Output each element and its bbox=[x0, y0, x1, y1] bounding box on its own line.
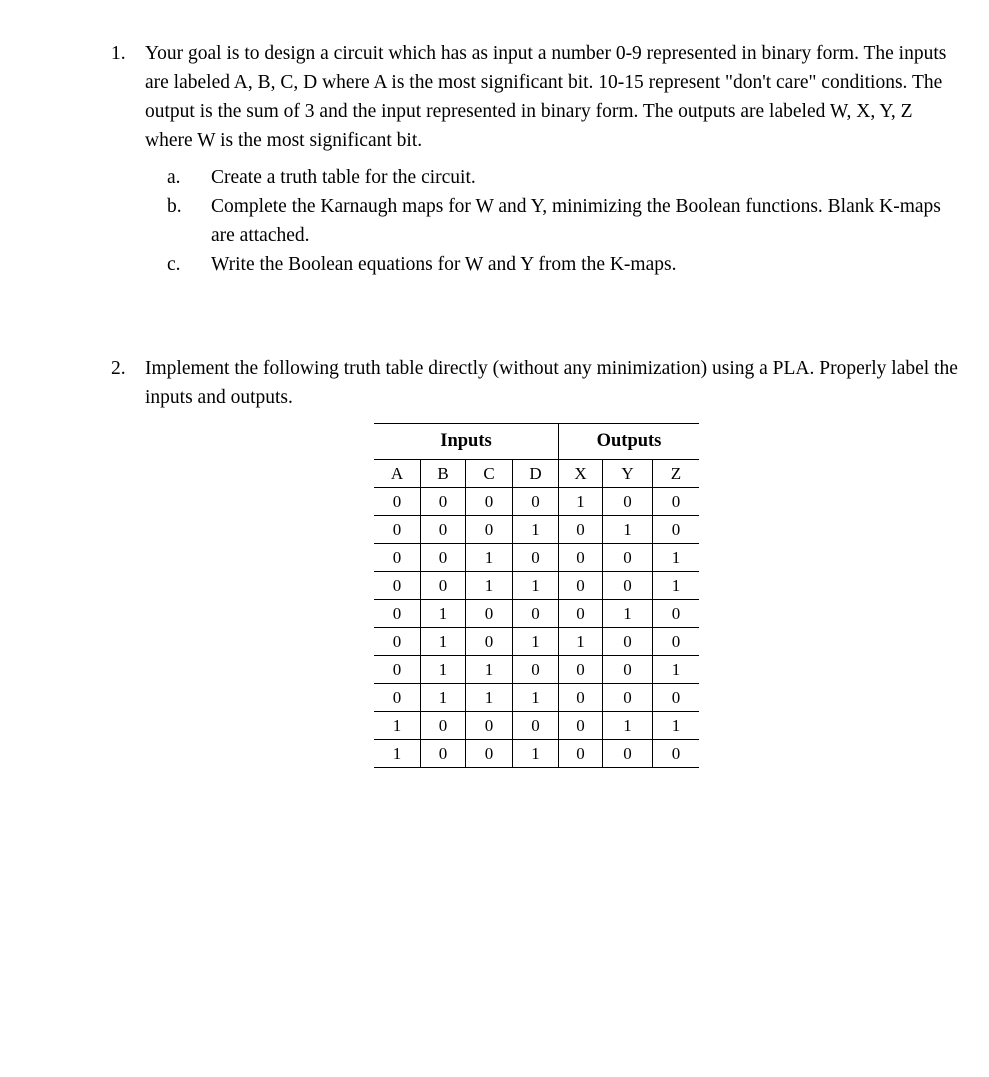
cell-a: 0 bbox=[374, 684, 421, 712]
question-2 bbox=[111, 354, 971, 412]
cell-x: 0 bbox=[559, 684, 603, 712]
cell-d: 1 bbox=[513, 740, 559, 768]
cell-z: 1 bbox=[653, 572, 700, 600]
table-row bbox=[374, 740, 699, 768]
cell-c: 0 bbox=[466, 488, 513, 516]
cell-c: 0 bbox=[466, 516, 513, 544]
cell-z: 1 bbox=[653, 712, 700, 740]
part-a-label: a. bbox=[167, 167, 181, 188]
table-row bbox=[374, 712, 699, 740]
cell-b: 1 bbox=[421, 684, 466, 712]
cell-d: 1 bbox=[513, 516, 559, 544]
cell-c: 0 bbox=[466, 712, 513, 740]
question-1-parts bbox=[167, 163, 967, 279]
cell-d: 0 bbox=[513, 656, 559, 684]
cell-b: 0 bbox=[421, 740, 466, 768]
cell-d: 0 bbox=[513, 544, 559, 572]
cell-c: 1 bbox=[466, 544, 513, 572]
table-row bbox=[374, 684, 699, 712]
cell-c: 0 bbox=[466, 628, 513, 656]
outputs-header: Outputs bbox=[559, 424, 700, 460]
cell-c: 1 bbox=[466, 656, 513, 684]
table-row bbox=[374, 628, 699, 656]
cell-a: 0 bbox=[374, 656, 421, 684]
truth-table-container bbox=[374, 423, 699, 768]
cell-z: 1 bbox=[653, 656, 700, 684]
question-1 bbox=[111, 39, 971, 279]
cell-y: 0 bbox=[603, 544, 653, 572]
cell-z: 1 bbox=[653, 544, 700, 572]
column-header-a: A bbox=[374, 460, 421, 488]
cell-x: 0 bbox=[559, 544, 603, 572]
cell-y: 0 bbox=[603, 488, 653, 516]
cell-x: 0 bbox=[559, 740, 603, 768]
column-header-c: C bbox=[466, 460, 513, 488]
cell-b: 1 bbox=[421, 628, 466, 656]
cell-x: 0 bbox=[559, 516, 603, 544]
cell-x: 1 bbox=[559, 488, 603, 516]
cell-y: 0 bbox=[603, 740, 653, 768]
cell-x: 0 bbox=[559, 712, 603, 740]
cell-z: 0 bbox=[653, 516, 700, 544]
cell-a: 0 bbox=[374, 516, 421, 544]
cell-c: 1 bbox=[466, 572, 513, 600]
cell-d: 0 bbox=[513, 600, 559, 628]
cell-a: 1 bbox=[374, 740, 421, 768]
truth-table bbox=[374, 423, 699, 768]
cell-y: 1 bbox=[603, 516, 653, 544]
cell-z: 0 bbox=[653, 488, 700, 516]
column-header-x: X bbox=[559, 460, 603, 488]
column-header-y: Y bbox=[603, 460, 653, 488]
cell-c: 1 bbox=[466, 684, 513, 712]
question-1-part-b bbox=[167, 192, 967, 250]
cell-d: 1 bbox=[513, 684, 559, 712]
part-c-label: c. bbox=[167, 254, 181, 275]
cell-c: 0 bbox=[466, 740, 513, 768]
part-b-label: b. bbox=[167, 196, 182, 217]
cell-b: 1 bbox=[421, 656, 466, 684]
cell-d: 1 bbox=[513, 572, 559, 600]
inputs-header: Inputs bbox=[374, 424, 559, 460]
cell-z: 0 bbox=[653, 600, 700, 628]
part-c-text: Write the Boolean equations for W and Y from the K-maps. bbox=[211, 254, 677, 275]
cell-y: 1 bbox=[603, 712, 653, 740]
column-header-z: Z bbox=[653, 460, 700, 488]
cell-a: 1 bbox=[374, 712, 421, 740]
question-2-text: Implement the following truth table directly (without any minimization) using a PLA. Properly label the inputs and outputs. bbox=[145, 358, 958, 408]
cell-x: 0 bbox=[559, 600, 603, 628]
cell-d: 0 bbox=[513, 712, 559, 740]
column-header-d: D bbox=[513, 460, 559, 488]
cell-b: 0 bbox=[421, 488, 466, 516]
table-row bbox=[374, 656, 699, 684]
cell-d: 1 bbox=[513, 628, 559, 656]
cell-y: 0 bbox=[603, 572, 653, 600]
cell-x: 0 bbox=[559, 572, 603, 600]
cell-a: 0 bbox=[374, 600, 421, 628]
cell-a: 0 bbox=[374, 628, 421, 656]
cell-y: 0 bbox=[603, 684, 653, 712]
table-row bbox=[374, 572, 699, 600]
cell-b: 0 bbox=[421, 516, 466, 544]
part-b-text: Complete the Karnaugh maps for W and Y, minimizing the Boolean functions. Blank K-maps are attached. bbox=[211, 196, 941, 246]
cell-a: 0 bbox=[374, 572, 421, 600]
column-header-b: B bbox=[421, 460, 466, 488]
question-2-number: 2. bbox=[111, 358, 126, 379]
cell-y: 0 bbox=[603, 656, 653, 684]
cell-b: 1 bbox=[421, 600, 466, 628]
cell-a: 0 bbox=[374, 488, 421, 516]
cell-d: 0 bbox=[513, 488, 559, 516]
cell-b: 0 bbox=[421, 712, 466, 740]
cell-y: 0 bbox=[603, 628, 653, 656]
cell-x: 1 bbox=[559, 628, 603, 656]
table-row bbox=[374, 600, 699, 628]
question-1-text: Your goal is to design a circuit which has as input a number 0-9 represented in binary form. The inputs are labeled A, B, C, D where A is the most significant bit. 10-15 represent "don't care" conditions. The output is the sum of 3 and the input represented in binary form. The outputs are labeled W, X, Y, Z where W is the most significant bit. bbox=[145, 43, 947, 151]
question-1-number: 1. bbox=[111, 43, 126, 64]
cell-b: 0 bbox=[421, 544, 466, 572]
cell-x: 0 bbox=[559, 656, 603, 684]
cell-c: 0 bbox=[466, 600, 513, 628]
cell-y: 1 bbox=[603, 600, 653, 628]
table-row bbox=[374, 488, 699, 516]
truth-table-column-header-row bbox=[374, 460, 699, 488]
cell-a: 0 bbox=[374, 544, 421, 572]
cell-b: 0 bbox=[421, 572, 466, 600]
table-row bbox=[374, 516, 699, 544]
cell-z: 0 bbox=[653, 628, 700, 656]
question-1-part-c bbox=[167, 250, 967, 279]
truth-table-group-header-row bbox=[374, 424, 699, 460]
table-row bbox=[374, 544, 699, 572]
cell-z: 0 bbox=[653, 684, 700, 712]
part-a-text: Create a truth table for the circuit. bbox=[211, 167, 476, 188]
cell-z: 0 bbox=[653, 740, 700, 768]
question-1-part-a bbox=[167, 163, 967, 192]
